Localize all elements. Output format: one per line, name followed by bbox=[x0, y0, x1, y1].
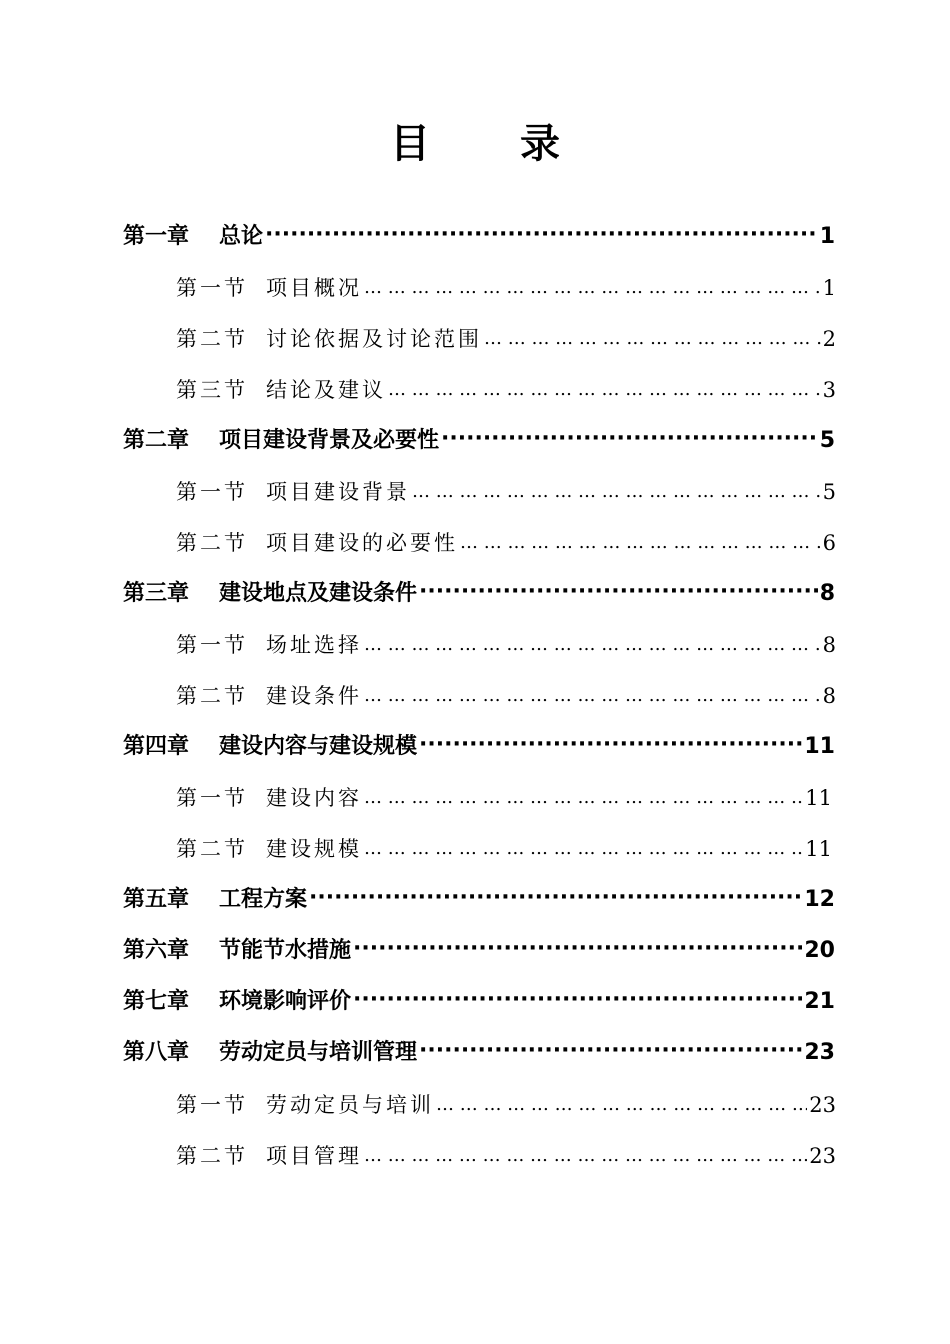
toc-entry-title: 工程方案 bbox=[219, 887, 308, 912]
toc-chapter-row[interactable] bbox=[123, 222, 835, 252]
toc-entry-number: 第二节 bbox=[176, 1144, 248, 1168]
toc-dot-leader bbox=[460, 526, 821, 558]
toc-page-number: 23 bbox=[804, 1040, 835, 1065]
toc-section-row[interactable] bbox=[176, 1090, 836, 1120]
toc-entry-number: 第五章 bbox=[123, 887, 190, 912]
toc-entry-title: 建设规模 bbox=[266, 837, 362, 861]
toc-entry-number: 第二节 bbox=[176, 684, 248, 708]
toc-entry-number: 第一章 bbox=[123, 224, 190, 249]
toc-entry-label bbox=[176, 528, 458, 558]
toc-entry-title: 建设条件 bbox=[266, 684, 362, 708]
toc-page-number: 8 bbox=[819, 581, 835, 606]
toc-chapter-row[interactable] bbox=[123, 936, 835, 966]
toc-section-row[interactable] bbox=[176, 681, 836, 711]
toc-dot-leader bbox=[364, 628, 821, 660]
toc-dot-leader bbox=[484, 322, 821, 354]
toc-entry-number: 第一节 bbox=[176, 1093, 248, 1117]
toc-section-row[interactable] bbox=[176, 1141, 836, 1171]
toc-entry-title: 场址选择 bbox=[266, 633, 362, 657]
toc-entry-title: 总论 bbox=[219, 224, 264, 249]
toc-chapter-row[interactable] bbox=[123, 885, 835, 915]
toc-entry-number: 第一节 bbox=[176, 633, 248, 657]
toc-dot-leader bbox=[364, 1139, 807, 1171]
toc-entry-title: 环境影响评价 bbox=[219, 989, 352, 1014]
toc-entry-title: 项目建设背景 bbox=[266, 480, 410, 504]
toc-entry-title: 项目建设背景及必要性 bbox=[219, 428, 440, 453]
toc-entry-label bbox=[123, 579, 417, 609]
toc-page-number: 11 bbox=[804, 734, 835, 759]
toc-entry-label bbox=[123, 732, 417, 762]
toc-entry-number: 第二节 bbox=[176, 837, 248, 861]
toc-entry-title: 项目概况 bbox=[266, 276, 362, 300]
toc-entry-number: 第一节 bbox=[176, 276, 248, 300]
toc-entry-label bbox=[176, 1141, 362, 1171]
toc-entry-number: 第一节 bbox=[176, 480, 248, 504]
toc-chapter-row[interactable] bbox=[123, 579, 835, 609]
toc-entry-number: 第二节 bbox=[176, 327, 248, 351]
toc-section-row[interactable] bbox=[176, 324, 836, 354]
toc-entry-label bbox=[176, 477, 410, 507]
toc-entry-label bbox=[176, 681, 362, 711]
toc-entry-number: 第三章 bbox=[123, 581, 190, 606]
toc-page-number: 23 bbox=[809, 1144, 836, 1168]
toc-entry-number: 第六章 bbox=[123, 938, 190, 963]
toc-entry-label bbox=[123, 1038, 417, 1068]
toc-entry-label bbox=[123, 987, 351, 1017]
toc-entry-title: 讨论依据及讨论范围 bbox=[266, 327, 482, 351]
toc-page-number: 8 bbox=[822, 684, 836, 708]
toc-entry-label bbox=[123, 222, 263, 252]
toc-entry-label bbox=[123, 936, 351, 966]
toc-entry-number: 第二章 bbox=[123, 428, 190, 453]
toc-dot-leader bbox=[309, 883, 802, 913]
toc-entry-label bbox=[176, 783, 362, 813]
toc-chapter-row[interactable] bbox=[123, 426, 835, 456]
toc-page-number: 21 bbox=[804, 989, 835, 1014]
toc-dot-leader bbox=[419, 730, 802, 760]
toc-page-number: 2 bbox=[822, 327, 836, 351]
toc-page-number: 3 bbox=[822, 378, 836, 402]
toc-entry-number: 第三节 bbox=[176, 378, 248, 402]
toc-page-number: 23 bbox=[809, 1093, 836, 1117]
toc-page-number: 5 bbox=[822, 480, 836, 504]
toc-page-number: 11 bbox=[805, 837, 832, 861]
toc-page-number: 8 bbox=[822, 633, 836, 657]
toc-section-row[interactable] bbox=[176, 630, 836, 660]
toc-page-number: 11 bbox=[805, 786, 832, 810]
toc-entry-label bbox=[176, 324, 482, 354]
toc-entry-title: 结论及建议 bbox=[266, 378, 386, 402]
toc-dot-leader bbox=[441, 424, 818, 454]
toc-page-number: 1 bbox=[819, 224, 835, 249]
toc-entry-label bbox=[176, 273, 362, 303]
toc-entry-title: 节能节水措施 bbox=[219, 938, 352, 963]
toc-entry-title: 建设地点及建设条件 bbox=[219, 581, 418, 606]
toc-entry-title: 劳动定员与培训 bbox=[266, 1093, 434, 1117]
toc-dot-leader bbox=[364, 832, 803, 864]
toc-section-row[interactable] bbox=[176, 783, 832, 813]
toc-entry-number: 第四章 bbox=[123, 734, 190, 759]
toc-chapter-row[interactable] bbox=[123, 1038, 835, 1068]
toc-entry-label bbox=[123, 426, 439, 456]
toc-section-row[interactable] bbox=[176, 375, 836, 405]
toc-dot-leader bbox=[265, 220, 818, 250]
toc-entry-label bbox=[176, 375, 386, 405]
toc-entry-label bbox=[123, 885, 307, 915]
toc-section-row[interactable] bbox=[176, 273, 836, 303]
toc-entry-number: 第七章 bbox=[123, 989, 190, 1014]
toc-entry-title: 项目管理 bbox=[266, 1144, 362, 1168]
toc-chapter-row[interactable] bbox=[123, 987, 835, 1017]
toc-entry-title: 建设内容 bbox=[266, 786, 362, 810]
toc-entry-title: 劳动定员与培训管理 bbox=[219, 1040, 418, 1065]
toc-entry-title: 建设内容与建设规模 bbox=[219, 734, 418, 759]
toc-page-number: 1 bbox=[822, 276, 836, 300]
toc-dot-leader bbox=[436, 1088, 807, 1120]
toc-entry-label bbox=[176, 834, 362, 864]
toc-entry-number: 第八章 bbox=[123, 1040, 190, 1065]
toc-dot-leader bbox=[353, 985, 802, 1015]
toc-chapter-row[interactable] bbox=[123, 732, 835, 762]
toc-dot-leader bbox=[419, 577, 818, 607]
toc-entry-title: 项目建设的必要性 bbox=[266, 531, 458, 555]
toc-dot-leader bbox=[388, 373, 821, 405]
toc-entry-number: 第一节 bbox=[176, 786, 248, 810]
toc-dot-leader bbox=[364, 679, 821, 711]
toc-entry-label bbox=[176, 1090, 434, 1120]
toc-page-number: 5 bbox=[819, 428, 835, 453]
toc-dot-leader bbox=[419, 1036, 802, 1066]
toc-dot-leader bbox=[364, 271, 821, 303]
toc-section-row[interactable] bbox=[176, 477, 836, 507]
toc-entry-label bbox=[176, 630, 362, 660]
toc-page-number: 6 bbox=[822, 531, 836, 555]
toc-dot-leader bbox=[412, 475, 821, 507]
toc-page-number: 20 bbox=[804, 938, 835, 963]
toc-section-row[interactable] bbox=[176, 834, 832, 864]
toc-entry-number: 第二节 bbox=[176, 531, 248, 555]
page-title: 目 录 bbox=[390, 121, 598, 167]
toc-dot-leader bbox=[353, 934, 802, 964]
toc-section-row[interactable] bbox=[176, 528, 836, 558]
toc-dot-leader bbox=[364, 781, 803, 813]
toc-page-number: 12 bbox=[804, 887, 835, 912]
